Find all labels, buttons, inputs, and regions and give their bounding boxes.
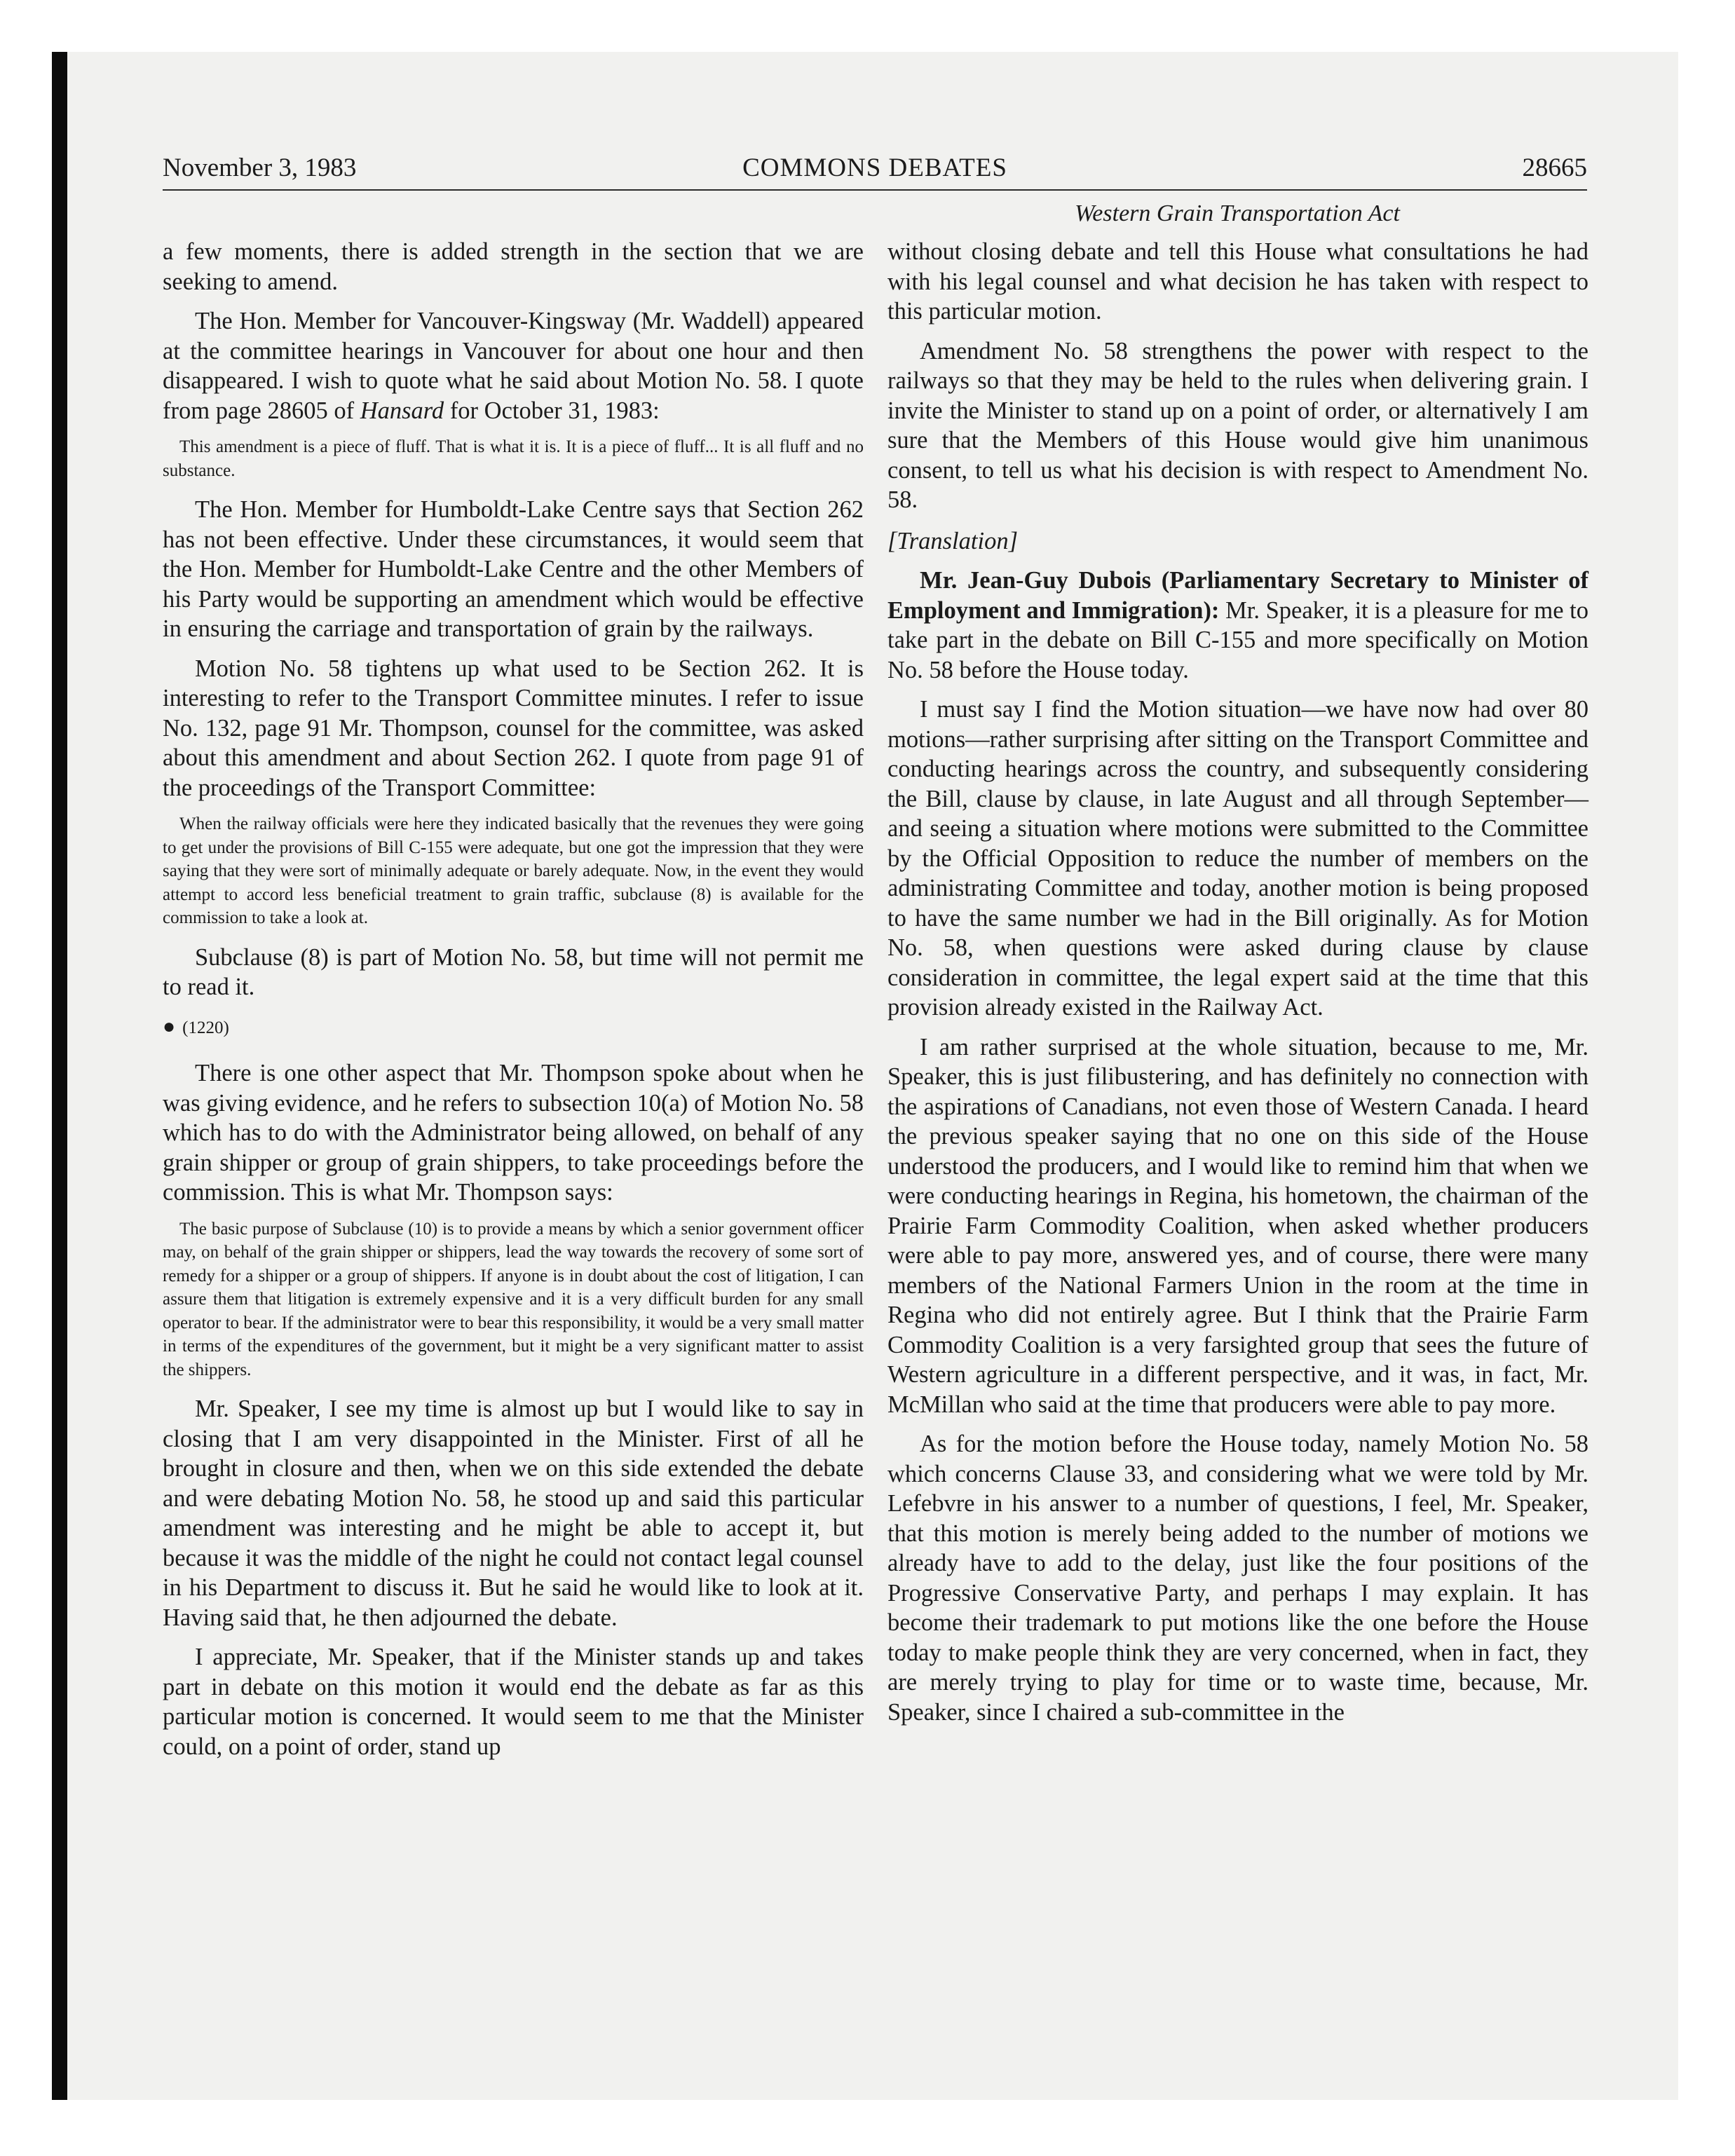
paragraph: There is one other aspect that Mr. Thompson spoke about when he was giving evidence, and he refers to subsection 10(a) of Motion No. 58 which has to do with the Administrator being allowed, on behalf of any grain shipper or group of grain shippers, to take proceedings before the commission. This is what Mr. Thompson says: bbox=[163, 1060, 864, 1206]
paragraph: Motion No. 58 tightens up what used to be Section 262. It is interesting to refer to the Transport Committee minutes. I refer to issue No. 132, page 91 Mr. Thompson, counsel for the committee, was asked about this amendment and about Section 262. I quote from page 91 of the proceedings of the Transport Committee: bbox=[163, 655, 864, 801]
time-marker bbox=[163, 1012, 864, 1044]
header-page-number: 28665 bbox=[1522, 153, 1587, 182]
time-marker-text: (1220) bbox=[182, 1018, 229, 1037]
hansard-title: Hansard bbox=[360, 397, 444, 424]
paragraph bbox=[887, 566, 1588, 685]
paragraph: I appreciate, Mr. Speaker, that if the Minister stands up and takes part in debate on this motion it would end the debate as far as this particular motion is concerned. It would seem to me that the Minister could, on a point of order, stand up bbox=[163, 1644, 864, 1760]
paragraph: Amendment No. 58 strengthens the power with respect to the railways so that they may be held to the rules when delivering grain. I invite the Minister to stand up on a point of order, or alternatively I am sure that the Members of this House would give him unanimous consent, to tell us what his decision is with respect to Amendment No. 58. bbox=[887, 337, 1588, 513]
paragraph bbox=[163, 306, 864, 425]
left-column bbox=[163, 237, 864, 1771]
paragraph-text: The Hon. Member for Vancouver-Kingsway (Mr. Waddell) appeared at the committee hearings in Vancouver for about one hour and then disappeared. I wish to quote what he said about Motion No. 58. I quote from page 28605 of bbox=[163, 308, 864, 424]
page-header bbox=[163, 150, 1587, 191]
paragraph: The Hon. Member for Humboldt-Lake Centre says that Section 262 has not been effective. Under these circumstances, it would seem that the Hon. Member for Humboldt-Lake Centre and the other Members of his Party would be supporting an amendment which would be effective in ensuring the carriage and transportation of grain by the railways. bbox=[163, 496, 864, 642]
right-column bbox=[887, 237, 1588, 1737]
paragraph: I am rather surprised at the whole situation, because to me, Mr. Speaker, this is just filibustering, and has definitely no connection with the aspirations of Canadians, not even those of Western Canada. I heard the previous speaker saying that no one on this side of the House understood the producers, and I would like to remind him that when we were conducting hearings in Regina, his hometown, the chairman of the Prairie Farm Commodity Coalition, when asked whether producers were able to pay more, answered yes, and of course, there were many members of the National Farmers Union in the room at the time in Regina who did not entirely agree. But I think that the Prairie Farm Commodity Coalition is a very farsighted group that sees the future of Western agriculture in a different perspective, and it was, in fact, Mr. McMillan who said at the time that producers were able to pay more. bbox=[887, 1033, 1588, 1418]
paragraph-text: Mr. Speaker, it is a pleasure for me to take part in the debate on Bill C-155 and more specifically on Motion No. 58 before the House today. bbox=[887, 596, 1589, 683]
block-quote: When the railway officials were here they indicated basically that the revenues they were going to get under the provisions of Bill C-155 were adequate, but one got the impression that they were saying that they were sort of minimally adequate or barely adequate. Now, in the event they would attempt to accord less beneficial treatment to grain traffic, subclause (8) is available for the commission to take a look at. bbox=[163, 814, 864, 927]
header-title: COMMONS DEBATES bbox=[742, 153, 1007, 182]
scan-black-edge bbox=[52, 52, 67, 2100]
paragraph: As for the motion before the House today, namely Motion No. 58 which concerns Clause 33, and considering what we were told by Mr. Lefebvre in his answer to a number of questions, I feel, Mr. Speaker, that this motion is merely being added to the number of motions we already have to add to the delay, just like the four positions of the Progressive Conservative Party, and perhaps I may explain. It has become their trademark to put motions like the one before the House today to make people think they are very concerned, when in fact, they are merely trying to play for time or to waste time, because, Mr. Speaker, since I chaired a sub-committee in the bbox=[887, 1431, 1588, 1726]
paragraph: Mr. Speaker, I see my time is almost up but I would like to say in closing that I am very disappointed in the Minister. First of all he brought in closure and then, when we on this side extended the debate and were debating Motion No. 58, he stood up and said this particular amendment was interesting and he might be able to accept it, but because it was the middle of the night he could not contact legal counsel in his Department to discuss it. But he said he would like to look at it. Having said that, he then adjourned the debate. bbox=[163, 1396, 864, 1631]
paragraph: without closing debate and tell this House what consultations he had with his legal counsel and what decision he has taken with respect to this particular motion. bbox=[887, 238, 1588, 325]
speaker-name: Mr. Jean-Guy Dubois (Parliamentary Secretary to Minister of Employment and Immigration): bbox=[887, 567, 1588, 624]
paragraph: I must say I find the Motion situation—we have now had over 80 motions—rather surprising after sitting on the Transport Committee and conducting hearings across the country, and subsequently considering the Bill, clause by clause, in late August and all through September—and seeing a situation where motions were submitted to the Committee by the Official Opposition to reduce the number of members on the administrating Committee and today, another motion is being proposed to have the same number we had in the Bill originally. As for Motion No. 58, when questions were asked during clause by clause consideration in committee, the legal expert said at the time that this provision already existed in the Railway Act. bbox=[887, 696, 1588, 1021]
bullet-icon: ● bbox=[163, 1014, 176, 1038]
block-quote: This amendment is a piece of fluff. That is what it is. It is a piece of fluff... It is all fluff and no substance. bbox=[163, 437, 864, 480]
running-head: Western Grain Transportation Act bbox=[1075, 200, 1400, 226]
header-date: November 3, 1983 bbox=[163, 153, 357, 182]
paragraph: Subclause (8) is part of Motion No. 58, but time will not permit me to read it. bbox=[163, 943, 864, 1000]
paragraph-text: for October 31, 1983: bbox=[449, 397, 660, 424]
section-label: [Translation] bbox=[887, 527, 1018, 554]
paragraph: a few moments, there is added strength in the section that we are seeking to amend. bbox=[163, 238, 864, 295]
block-quote: The basic purpose of Subclause (10) is to provide a means by which a senior government officer may, on behalf of the grain shipper or shippers, lead the way towards the recovery of some sort of remedy for a shipper or a group of shippers. If anyone is in doubt about the cost of litigation, I can assure them that litigation is extremely expensive and it is a very difficult burden for any small operator to bear. If the administrator were to bear this responsibility, it would be a very small matter in terms of the expenditures of the government, but it might be a very significant matter to assist the shippers. bbox=[163, 1219, 864, 1379]
